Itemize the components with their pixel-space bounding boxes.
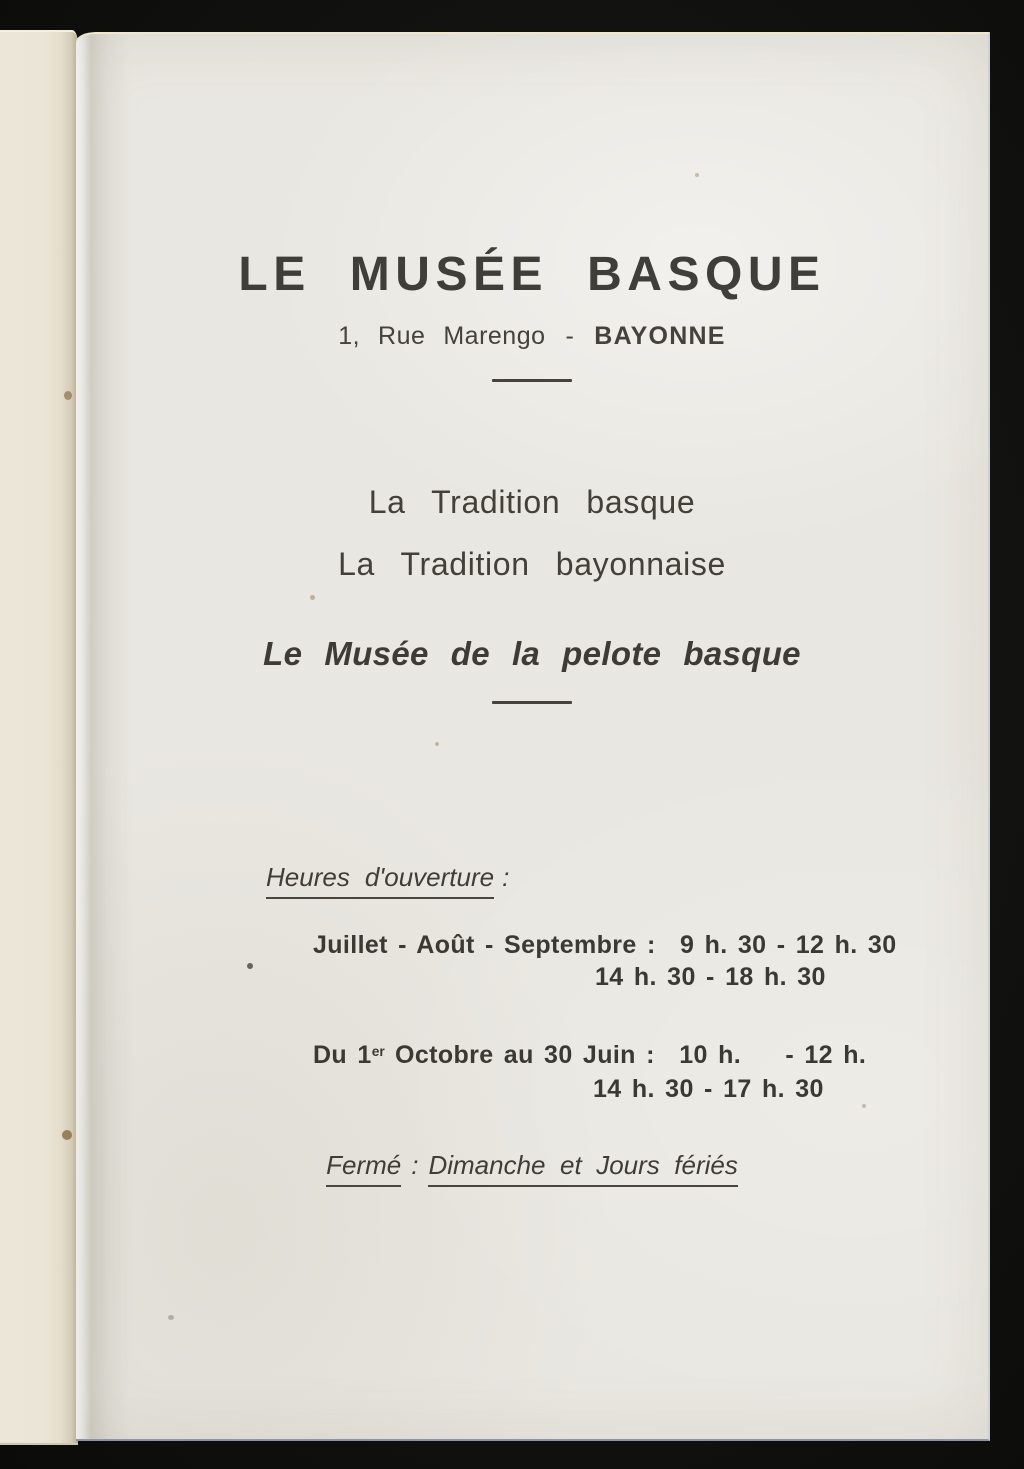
opening-hours-heading-text: Heures d'ouverture	[266, 862, 494, 899]
address-city: BAYONNE	[594, 322, 726, 350]
summer-hours-afternoon-line: 14 h. 30 - 18 h. 30	[595, 963, 826, 991]
gutter-shadow	[76, 34, 136, 1439]
tradition-basque-line: La Tradition basque	[368, 484, 696, 520]
address-dash: -	[565, 322, 575, 350]
page-title: LE MUSÉE BASQUE	[238, 248, 826, 301]
divider-rule-middle	[492, 701, 572, 704]
tradition-bayonnaise-line: La Tradition bayonnaise	[338, 546, 726, 582]
pelote-museum-line: Le Musée de la pelote basque	[263, 635, 801, 672]
opening-hours-heading	[266, 863, 509, 892]
address-street: 1, Rue Marengo	[338, 322, 546, 350]
previous-page-edge	[0, 30, 78, 1445]
winter-hours-afternoon-line: 14 h. 30 - 17 h. 30	[593, 1075, 824, 1103]
winter-hours-morning-line	[313, 1041, 866, 1069]
address-line	[76, 322, 988, 350]
winter-morning-end: - 12 h.	[785, 1041, 867, 1069]
winter-hours-label-suffix: Octobre au 30 Juin :	[395, 1041, 655, 1069]
closed-days-line	[76, 1151, 988, 1180]
divider-rule-top	[492, 379, 572, 382]
summer-hours-label: Juillet - Août - Septembre :	[313, 931, 656, 959]
opening-hours-heading-colon: :	[502, 862, 510, 892]
winter-morning-start: 10 h.	[679, 1041, 742, 1069]
closed-colon: :	[411, 1150, 419, 1180]
title-page	[76, 32, 990, 1441]
closed-days-text: Dimanche et Jours fériés	[428, 1150, 737, 1187]
winter-hours-label-prefix: Du 1	[313, 1041, 372, 1069]
winter-hours-ordinal: er	[371, 1044, 385, 1060]
closed-word: Fermé	[326, 1150, 401, 1187]
summer-morning-times: 9 h. 30 - 12 h. 30	[679, 931, 897, 959]
summer-hours-morning-line	[313, 931, 897, 959]
